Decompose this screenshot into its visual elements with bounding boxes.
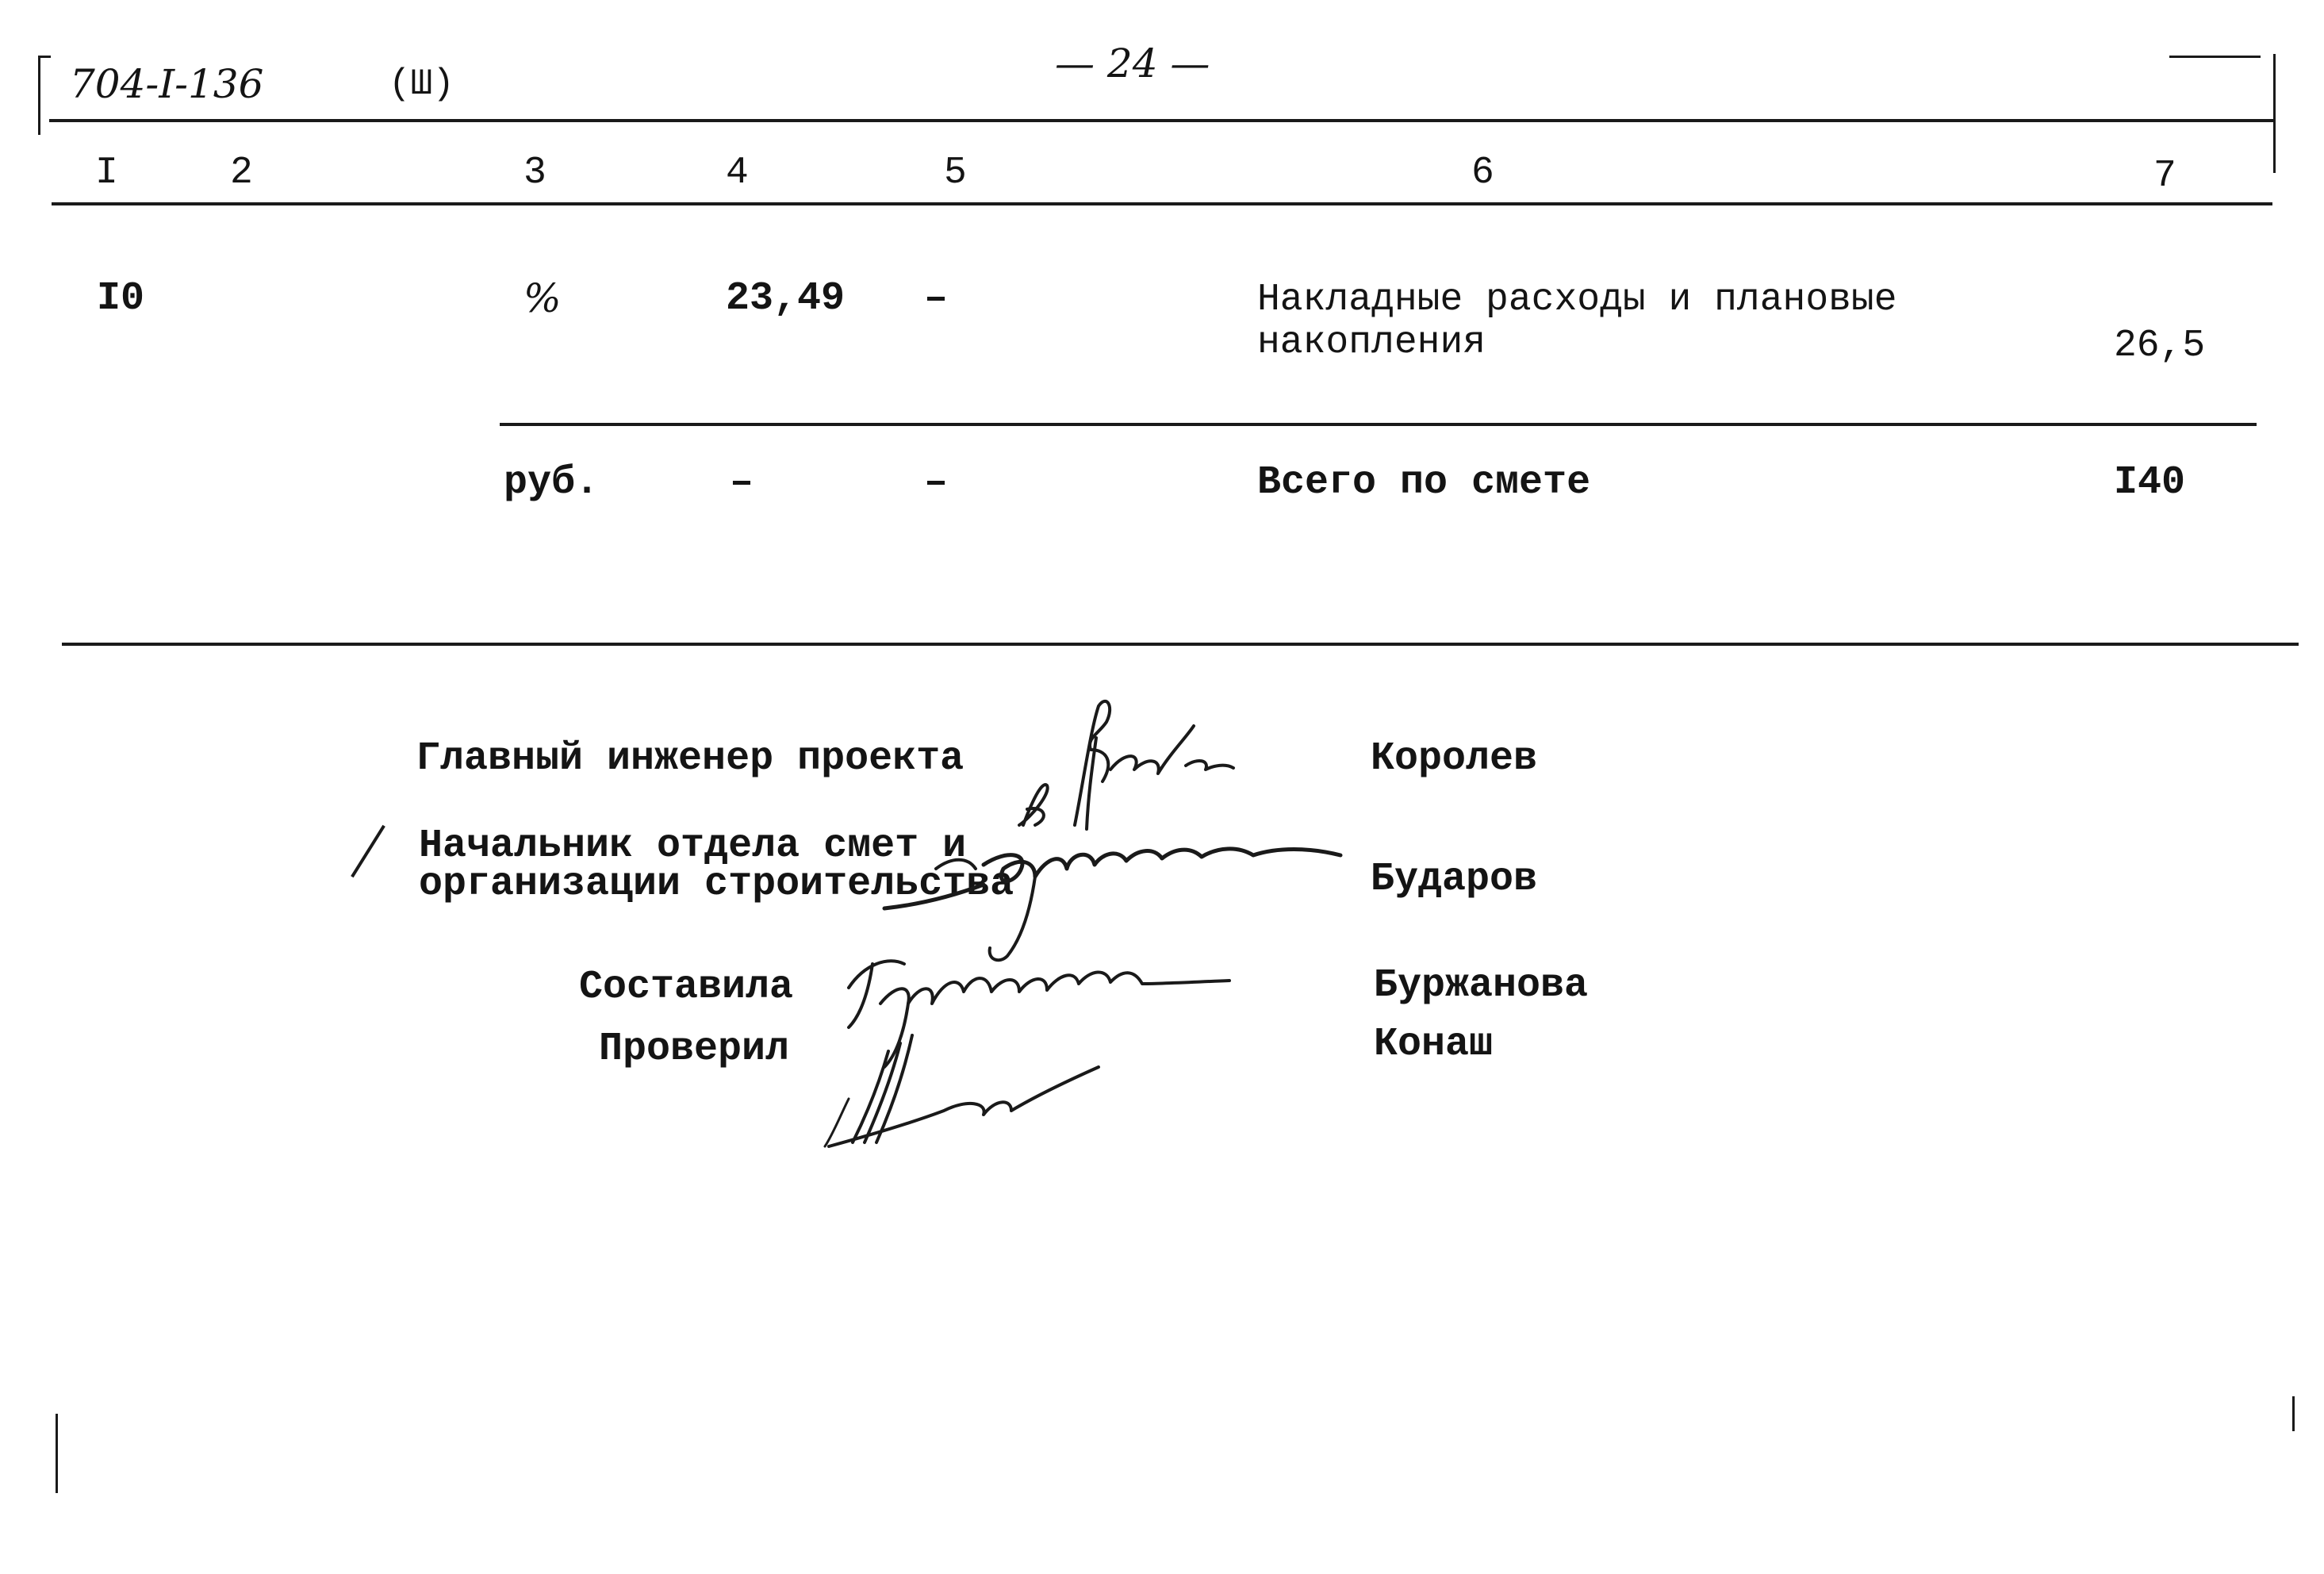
signatory-name-checker: Конаш: [1374, 1022, 1494, 1067]
column-header-5: 5: [944, 152, 967, 194]
row-amount: I40: [2114, 460, 2186, 505]
row-description-line2: накопления: [1257, 321, 1486, 364]
signatory-role-checker: Проверил: [599, 1027, 790, 1072]
row-amount: 26,5: [2114, 324, 2206, 367]
row-rate: –: [730, 460, 754, 505]
row-description-line1: Накладные расходы и плановые: [1257, 278, 1897, 321]
column-header-7: 7: [2153, 155, 2176, 198]
signatory-role-chief-engineer: Главный инженер проекта: [416, 736, 964, 781]
signatory-role-compiler: Составила: [579, 965, 794, 1010]
row-col5: –: [924, 460, 949, 505]
page-number: — 24 —: [1055, 40, 1210, 86]
signatory-role-dept-head-line2: организации строительства: [419, 862, 1014, 907]
column-header-4: 4: [726, 152, 749, 194]
column-header-6: 6: [1471, 152, 1494, 194]
column-header-3: 3: [523, 152, 546, 194]
document-code: 704-I-136: [70, 61, 264, 107]
column-header-2: 2: [230, 152, 253, 194]
signatory-role-dept-head-line1: Начальник отдела смет и: [419, 823, 967, 869]
row-number: I0: [97, 276, 145, 321]
row-description: Всего по смете: [1257, 460, 1591, 505]
row-rate: 23,49: [726, 276, 846, 321]
column-header-1: I: [95, 152, 118, 194]
signatory-name-compiler: Буржанова: [1374, 963, 1589, 1008]
sheet-mark: (Ш): [389, 63, 454, 105]
row-unit: %: [523, 275, 562, 321]
row-col5: –: [924, 276, 949, 321]
signatory-name-chief-engineer: Королев: [1371, 736, 1538, 781]
row-unit: руб.: [504, 460, 600, 505]
signatory-name-dept-head: Бударов: [1371, 857, 1538, 902]
